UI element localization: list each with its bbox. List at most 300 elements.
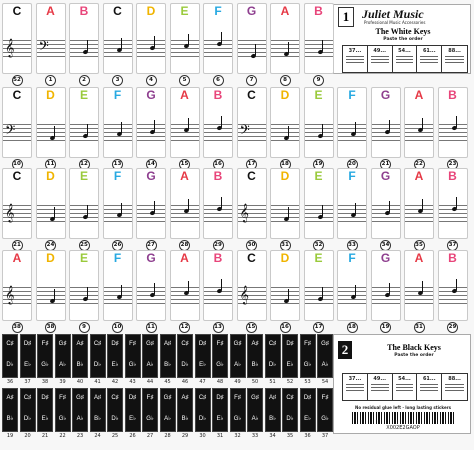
key-letter: F: [348, 169, 356, 183]
note-stem: [322, 124, 323, 135]
black-key-number: 22: [59, 433, 66, 439]
key-letter: E: [79, 169, 88, 183]
black-key-number: 49: [234, 379, 241, 385]
staff-line: [70, 40, 98, 41]
key-letter: B: [314, 4, 323, 18]
staff-line: [104, 40, 132, 41]
key-number: 16: [213, 159, 224, 170]
white-key-tile: [2, 3, 32, 74]
sharp-label: G♯: [233, 341, 242, 347]
staff-line: [137, 287, 165, 288]
sharp-label: A♯: [6, 395, 14, 401]
key-number: 26: [112, 240, 123, 251]
keycount-line: [371, 390, 389, 391]
black-key-sticker: [300, 388, 316, 432]
black-key-sticker: [317, 334, 333, 378]
sharp-label: G♯: [76, 395, 84, 401]
staff-line: [439, 299, 467, 300]
key-letter: D: [280, 88, 290, 102]
keycount-line: [420, 384, 438, 385]
note-stem: [54, 289, 55, 300]
key-letter: C: [247, 251, 256, 265]
staff-line: [204, 299, 232, 300]
black-key-number: 46: [181, 379, 189, 385]
flat-label: G♭: [146, 416, 154, 422]
flat-label: G♭: [233, 416, 242, 422]
flat-label: G♭: [216, 362, 224, 368]
staff-line: [171, 287, 199, 288]
key-number: 19: [313, 159, 324, 170]
staff-line: [271, 128, 299, 129]
staff-line: [372, 209, 400, 210]
flat-label: D♭: [198, 416, 207, 422]
staff-line: [137, 205, 165, 206]
flat-label: D♭: [6, 362, 14, 368]
key-letter: D: [146, 4, 156, 18]
staff-line: [338, 303, 366, 304]
black-key-sticker: [317, 388, 333, 432]
staff-line: [204, 48, 232, 49]
staff-line: [137, 136, 165, 137]
note-stem: [389, 120, 390, 131]
note-stem: [355, 285, 356, 296]
white-key-tile: [304, 250, 334, 321]
black-key-sticker: [247, 388, 263, 432]
staff-line: [37, 209, 65, 210]
sharp-label: F♯: [234, 395, 241, 401]
staff-line: [70, 205, 98, 206]
key-number: 21: [12, 240, 23, 251]
staff-lines: [305, 40, 333, 57]
flat-label: B♭: [6, 416, 14, 422]
staff-line: [137, 221, 165, 222]
white-key-tile: [337, 168, 367, 239]
staff-line: [70, 287, 98, 288]
flat-label: A♭: [164, 416, 171, 422]
key-letter: B: [79, 4, 89, 18]
black-key-sticker: [282, 388, 298, 432]
panel2-footer: No residual glue left · long lasting stickers: [354, 405, 452, 410]
black-key-sticker: [265, 388, 281, 432]
staff-line: [338, 128, 366, 129]
keycount-label: 37...: [348, 48, 362, 54]
white-key-tile: [36, 87, 66, 158]
keycount-cell: [417, 46, 442, 72]
keycount-line: [445, 384, 464, 385]
note-stem: [54, 126, 55, 137]
clef-icon: 𝄢: [239, 122, 250, 141]
key-letter: C: [12, 4, 22, 18]
black-key-sticker: [125, 388, 141, 432]
staff-line: [372, 287, 400, 288]
note-stem: [456, 116, 457, 127]
sharp-label: C♯: [93, 341, 102, 347]
staff-line: [271, 44, 299, 45]
flat-label: D♭: [93, 362, 102, 368]
black-key-sticker: [37, 388, 53, 432]
key-letter: B: [213, 88, 223, 102]
staff-line: [171, 140, 199, 141]
note-stem: [87, 287, 88, 298]
note-stem: [54, 207, 55, 218]
key-number: 9: [313, 75, 324, 86]
staff-lines: [171, 205, 199, 222]
key-number: 27: [146, 240, 157, 251]
sharp-label: A♯: [93, 395, 101, 401]
staff-line: [70, 128, 98, 129]
black-key-sticker: [90, 334, 106, 378]
black-key-sticker: [55, 388, 71, 432]
key-number: 12: [79, 159, 90, 170]
keycount-line: [371, 387, 389, 388]
black-key-sticker: [72, 334, 88, 378]
white-key-tile: [69, 168, 99, 239]
sharp-label: D♯: [198, 341, 207, 347]
key-number: 25: [79, 240, 90, 251]
black-key-sticker: [90, 388, 106, 432]
clef-icon: 𝄞: [5, 285, 15, 304]
staff-line: [439, 217, 467, 218]
key-letter: G: [146, 88, 156, 102]
staff-lines: [405, 205, 433, 222]
staff-line: [70, 291, 98, 292]
staff-line: [305, 221, 333, 222]
note-stem: [87, 205, 88, 216]
staff-line: [204, 136, 232, 137]
flat-label: E♭: [199, 362, 206, 368]
keycount-label: 61...: [422, 376, 436, 382]
keycount-line: [346, 59, 364, 60]
sharp-label: C♯: [23, 395, 32, 401]
black-key-sticker: [177, 334, 193, 378]
staff-line: [271, 291, 299, 292]
key-letter: D: [46, 251, 55, 265]
black-key-sticker: [247, 334, 263, 378]
staff-line: [70, 221, 98, 222]
staff-line: [372, 291, 400, 292]
clef-icon: 𝄞: [5, 203, 15, 222]
key-number: 1: [45, 75, 56, 86]
key-letter: G: [380, 251, 391, 265]
staff-line: [37, 124, 65, 125]
key-letter: C: [12, 169, 22, 183]
keycount-label: 88...: [448, 48, 461, 54]
staff-line: [137, 52, 165, 53]
staff-line: [204, 140, 232, 141]
keycount-line: [420, 390, 438, 391]
staff-line: [372, 140, 400, 141]
staff-line: [338, 221, 366, 222]
keycount-line: [371, 62, 389, 63]
staff-line: [137, 299, 165, 300]
black-key-sticker: [212, 334, 228, 378]
white-key-tile: [270, 168, 300, 239]
keycount-cell: [417, 374, 442, 400]
staff-line: [271, 48, 299, 49]
panel2-badge: 2: [338, 341, 352, 359]
black-key-sticker: [142, 334, 158, 378]
note-stem: [422, 199, 423, 210]
staff-line: [204, 40, 232, 41]
sharp-label: D♯: [41, 395, 49, 401]
key-letter: E: [79, 88, 88, 102]
staff-line: [204, 124, 232, 125]
key-letter: E: [79, 251, 88, 265]
white-key-tile: [337, 250, 367, 321]
sharp-label: D♯: [286, 341, 294, 347]
staff-line: [372, 303, 400, 304]
flat-label: A♭: [59, 362, 66, 368]
staff-line: [271, 132, 299, 133]
black-key-sticker: [72, 388, 88, 432]
black-key-number: 33: [251, 433, 259, 439]
staff-line: [405, 287, 433, 288]
staff-line: [271, 40, 299, 41]
note-stem: [322, 40, 323, 51]
key-number: 28: [179, 240, 190, 251]
keycount-line: [420, 387, 438, 388]
white-key-tile: [103, 168, 133, 239]
flat-label: D♭: [23, 416, 32, 422]
key-number: 14: [146, 159, 157, 170]
staff-line: [338, 140, 366, 141]
black-key-number: 36: [304, 433, 311, 439]
clef-icon: 𝄞: [239, 203, 249, 222]
black-key-sticker: [265, 334, 281, 378]
staff-line: [405, 205, 433, 206]
white-key-tile: [438, 250, 468, 321]
flat-label: G♭: [41, 362, 49, 368]
note-stem: [154, 201, 155, 212]
key-letter: A: [414, 169, 424, 183]
key-number: 19: [380, 322, 391, 333]
staff-line: [305, 132, 333, 133]
staff-line: [104, 56, 132, 57]
black-key-number: 53: [304, 379, 311, 385]
key-letter: D: [46, 169, 55, 183]
panel1-badge: 1: [338, 7, 354, 27]
key-letter: C: [247, 169, 256, 183]
keycount-cell: [442, 374, 467, 400]
keycount-line: [396, 62, 414, 63]
note-stem: [288, 126, 289, 137]
staff-line: [204, 52, 232, 53]
key-letter: F: [348, 251, 356, 265]
staff-line: [338, 209, 366, 210]
key-letter: A: [180, 169, 189, 183]
flat-label: D♭: [268, 362, 277, 368]
staff-line: [70, 56, 98, 57]
staff-line: [171, 52, 199, 53]
key-number: 35: [414, 240, 425, 251]
key-letter: B: [448, 251, 457, 265]
flat-label: G♭: [303, 362, 312, 368]
staff-line: [137, 303, 165, 304]
key-number: 34: [380, 240, 391, 251]
keycount-line: [396, 390, 414, 391]
key-letter: F: [113, 169, 122, 183]
note-stem: [121, 122, 122, 133]
black-key-number: 21: [41, 433, 49, 439]
staff-lines: [405, 287, 433, 304]
key-letter: G: [146, 169, 156, 183]
key-number: 21: [380, 159, 391, 170]
white-key-tile: [170, 168, 200, 239]
staff-line: [70, 124, 98, 125]
key-letter: E: [314, 169, 323, 183]
clef-icon: 𝄢: [5, 122, 16, 141]
white-key-tile: [438, 168, 468, 239]
keycount-line: [445, 390, 464, 391]
black-key-number: 45: [164, 379, 171, 385]
staff-line: [405, 124, 433, 125]
white-key-tile: [304, 87, 334, 158]
flat-label: A♭: [76, 416, 84, 422]
staff-line: [305, 213, 333, 214]
keycount-line: [396, 387, 414, 388]
keycount-table: [342, 45, 468, 73]
black-key-number: 37: [321, 433, 329, 439]
sharp-label: A♯: [251, 341, 259, 347]
note-stem: [87, 40, 88, 51]
key-number: 13: [112, 159, 123, 170]
staff-line: [204, 303, 232, 304]
staff-line: [372, 217, 400, 218]
staff-line: [37, 295, 65, 296]
staff-line: [271, 295, 299, 296]
keycount-label: 49...: [373, 48, 387, 54]
note-stem: [188, 118, 189, 129]
sharp-label: C♯: [268, 341, 277, 347]
staff-line: [137, 56, 165, 57]
keycount-line: [346, 56, 364, 57]
staff-line: [70, 132, 98, 133]
note-stem: [422, 118, 423, 129]
white-key-tile: [304, 168, 334, 239]
keycount-label: 54...: [398, 48, 411, 54]
note-stem: [322, 287, 323, 298]
black-key-sticker: [2, 334, 18, 378]
white-key-tile: [203, 87, 233, 158]
keycount-line: [445, 387, 464, 388]
key-letter: F: [113, 251, 122, 265]
white-key-tile: [270, 87, 300, 158]
key-number: 15: [246, 322, 257, 333]
staff-line: [70, 44, 98, 45]
key-letter: F: [348, 88, 356, 102]
note-stem: [456, 279, 457, 290]
white-key-tile: [404, 250, 434, 321]
black-key-sticker: [20, 388, 36, 432]
white-key-tile: [103, 3, 133, 74]
sharp-label: C♯: [6, 341, 14, 347]
staff-line: [405, 217, 433, 218]
key-letter: B: [448, 169, 457, 183]
staff-line: [104, 221, 132, 222]
key-letter: A: [414, 251, 424, 265]
note-stem: [121, 285, 122, 296]
key-letter: E: [180, 4, 189, 18]
note-stem: [221, 279, 222, 290]
flat-label: B♭: [181, 416, 189, 422]
key-letter: A: [12, 251, 22, 265]
staff-line: [305, 291, 333, 292]
flat-label: E♭: [111, 362, 119, 368]
staff-line: [305, 287, 333, 288]
black-key-sticker: [212, 388, 228, 432]
staff-lines: [70, 40, 98, 57]
black-key-number: 43: [129, 379, 136, 385]
staff-line: [70, 295, 98, 296]
staff-line: [104, 209, 132, 210]
white-key-tile: [237, 3, 267, 74]
keycount-line: [420, 59, 438, 60]
white-key-tile: [203, 168, 233, 239]
sharp-label: D♯: [111, 341, 119, 347]
flat-label: E♭: [41, 416, 49, 422]
sharp-label: C♯: [286, 395, 294, 401]
staff-line: [439, 295, 467, 296]
key-letter: D: [46, 88, 55, 102]
flat-label: G♭: [321, 416, 329, 422]
sharp-label: F♯: [304, 341, 311, 347]
flat-label: E♭: [286, 362, 294, 368]
staff-line: [338, 124, 366, 125]
white-key-tile: [36, 3, 66, 74]
key-number: 38: [12, 322, 23, 333]
staff-lines: [70, 287, 98, 304]
key-letter: G: [146, 251, 156, 265]
white-key-tile: [170, 3, 200, 74]
flat-label: A♭: [234, 362, 241, 368]
key-letter: C: [113, 4, 122, 18]
sharp-label: A♯: [268, 395, 276, 401]
keycount-label: 54...: [398, 376, 411, 382]
black-key-number: 25: [111, 433, 119, 439]
staff-line: [372, 205, 400, 206]
black-key-sticker: [2, 388, 18, 432]
note-stem: [389, 283, 390, 294]
black-keycount-table: [342, 373, 468, 401]
keycount-label: 88...: [448, 376, 461, 382]
keycount-line: [420, 56, 438, 57]
note-stem: [87, 124, 88, 135]
key-number: 10: [12, 159, 23, 170]
staff-lines: [171, 40, 199, 57]
staff-line: [305, 40, 333, 41]
note-stem: [456, 197, 457, 208]
staff-line: [305, 209, 333, 210]
key-number: 22: [414, 159, 425, 170]
white-key-tile: [136, 87, 166, 158]
staff-line: [372, 221, 400, 222]
keycount-line: [346, 387, 364, 388]
staff-line: [238, 44, 266, 45]
sharp-label: A♯: [181, 395, 189, 401]
white-key-tile: [304, 3, 334, 74]
staff-lines: [171, 124, 199, 141]
note-stem: [154, 283, 155, 294]
panel1-subtitle: Paste the order: [383, 37, 423, 42]
keycount-line: [420, 62, 438, 63]
barcode-text: X002E2GAOP: [386, 425, 420, 431]
key-letter: G: [380, 88, 391, 102]
flat-label: A♭: [146, 362, 154, 368]
black-key-sticker: [107, 388, 123, 432]
white-key-tile: [2, 87, 32, 158]
staff-line: [305, 44, 333, 45]
staff-line: [37, 132, 65, 133]
